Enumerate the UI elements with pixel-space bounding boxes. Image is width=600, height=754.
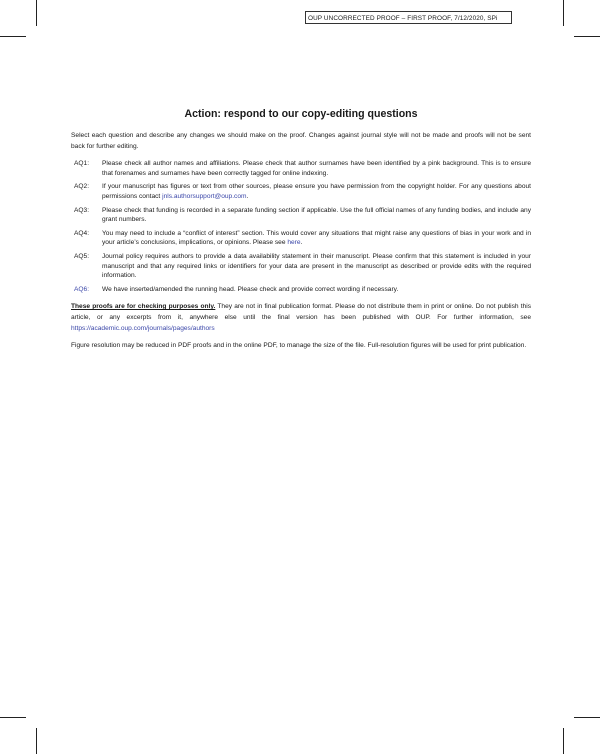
crop-mark-bottom-left-horizontal	[0, 717, 26, 718]
query-label[interactable]: AQ5:	[74, 252, 90, 260]
query-text: Journal policy requires authors to provide a data availability statement in their manuscript. Please confirm that this statement is included in your manuscript and that any required links or identifiers for your data are present in the manuscript as described or provide edits with the required information.	[102, 252, 531, 280]
query-text-part: If your manuscript has figures or text from other sources, please ensure you have permission from the copyright holder. For any questions about permissions contact	[102, 183, 531, 200]
proof-stamp: OUP UNCORRECTED PROOF – FIRST PROOF, 7/12/2020, SPi	[305, 11, 512, 24]
crop-mark-top-left-vertical	[36, 0, 37, 26]
support-email-link[interactable]: jnls.authorsupport@oup.com	[162, 192, 247, 200]
query-text-part: You may need to include a “conflict of interest” section. This would cover any situations that might raise any questions of bias in your work and in your article’s conclusions, implications, or opinions. Please see	[102, 229, 531, 247]
crop-mark-bottom-left-vertical	[36, 728, 37, 754]
proof-notice-lead: These proofs are for checking purposes only.	[71, 303, 216, 311]
query-label[interactable]: AQ1:	[74, 160, 90, 168]
query-text-part: .	[300, 239, 303, 247]
query-label[interactable]: AQ2:	[74, 183, 90, 191]
crop-mark-bottom-right-horizontal	[574, 717, 600, 718]
proof-notice	[71, 302, 531, 334]
query-list	[71, 159, 531, 294]
query-text: We have inserted/amended the running head. Please check and provide correct wording if necessary.	[102, 285, 399, 293]
figure-resolution-note: Figure resolution may be reduced in PDF proofs and in the online PDF, to manage the size of the file. Full-resolution figures will be used for print publication.	[71, 341, 527, 349]
author-pages-link[interactable]: https://academic.oup.com/journals/pages/authors	[71, 324, 215, 332]
crop-mark-bottom-right-vertical	[563, 728, 564, 754]
page-title: Action: respond to our copy-editing questions	[184, 108, 418, 120]
intro-text: Select each question and describe any changes we should make on the proof. Changes against journal style will not be made and proofs will not be sent back for further editing.	[71, 132, 531, 150]
query-item[interactable]	[71, 159, 531, 178]
query-item[interactable]	[71, 182, 531, 201]
query-text	[102, 182, 531, 201]
query-text: Please check all author names and affiliations. Please check that author surnames have been identified by a pink background. This is to ensure that forenames and surnames have been correctly tagged for online indexing.	[102, 160, 531, 177]
conflict-of-interest-link[interactable]: here	[287, 239, 301, 247]
query-item[interactable]	[71, 252, 531, 281]
query-text: Please check that funding is recorded in a separate funding section if applicable. Use the full official names of any funding bodies, and include any grant numbers.	[102, 206, 531, 224]
query-text	[102, 229, 531, 248]
query-page	[71, 108, 531, 351]
query-label[interactable]: AQ4:	[74, 229, 90, 237]
crop-mark-top-left-horizontal	[0, 36, 26, 37]
query-text-part: .	[246, 192, 249, 200]
query-item[interactable]	[71, 285, 531, 295]
query-label[interactable]: AQ6:	[74, 285, 90, 293]
query-label[interactable]: AQ3:	[74, 206, 90, 214]
query-item[interactable]	[71, 206, 531, 225]
crop-mark-top-right-vertical	[563, 0, 564, 26]
crop-mark-top-right-horizontal	[574, 36, 600, 37]
proof-notice-body: They are not in final publication format. Please do not distribute them in print or online. Do not publish this article, or any excerpts from it, anywhere else until the final version has been published with OUP. For further information, see	[71, 303, 531, 322]
query-item[interactable]	[71, 229, 531, 248]
